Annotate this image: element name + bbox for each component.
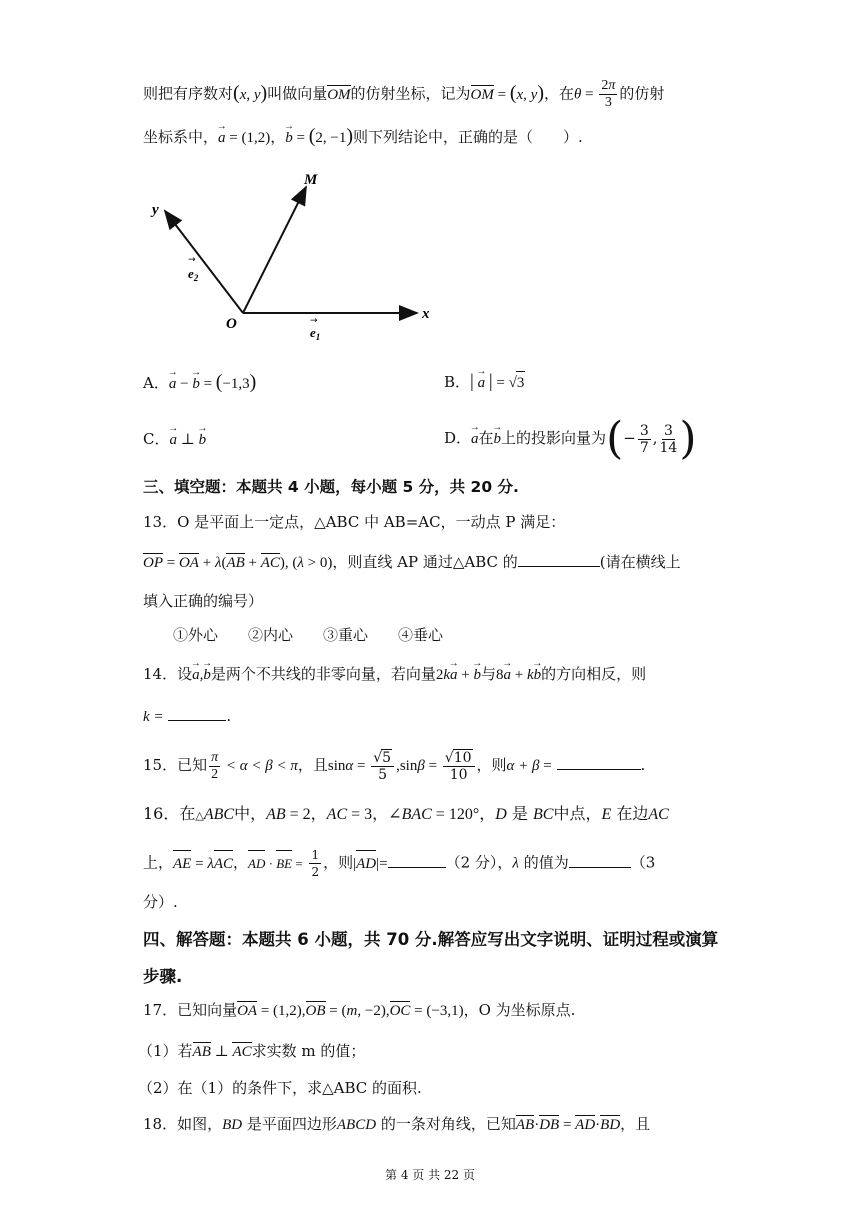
q16-line-1: 16．在△ABC中，AB = 2，AC = 3，∠BAC = 120°，D 是 BC中点，E 在边AC — [143, 804, 669, 823]
section-4-title-1: 四、解答题：本题共 6 小题，共 70 分.解答应写出文字说明、证明过程或演算 — [143, 930, 719, 949]
label-M: M — [304, 172, 318, 188]
option-a: A．→ a − → b = (−1,3) — [143, 371, 256, 395]
q15-line: 15．已知 $\frac{\pi}{2}$ < α < β < π，且sinα = $\frac{√5}{5}$ ,sinβ = $\frac{√10}{10}$ ，则α + β = . — [143, 749, 646, 783]
section-4-title-2: 步骤. — [143, 967, 183, 986]
y-axis-line — [165, 211, 243, 313]
q16-line-3: 分）. — [143, 893, 178, 911]
q13-line-2: OP = OA + λ(AB + AC), (λ > 0)，则直线 AP 通过△ABC 的 (请在横线上 — [143, 550, 681, 574]
label-e2: $e_2$ — [188, 266, 199, 283]
q17-part-1: （1）若AB ⊥ AC求实数 m 的值； — [138, 1040, 365, 1063]
math-2pi-3: $\frac{2\pi}{3}$ — [601, 78, 616, 110]
q17-part-2: （2）在（1）的条件下，求△ABC 的面积. — [138, 1079, 422, 1097]
option-b: B．| → a | = √3 — [444, 371, 525, 394]
q13-choice-3: ③重心 — [323, 626, 369, 644]
math-OM: OM — [327, 84, 350, 106]
q15-blank[interactable] — [557, 753, 641, 770]
q14-line-2: k = . — [143, 704, 231, 728]
math-theta: θ = — [574, 86, 594, 103]
q13-choice-1: ①外心 — [173, 626, 219, 644]
q16-blank-2[interactable] — [569, 851, 631, 868]
q14-blank[interactable] — [168, 704, 226, 721]
page-footer: 第 4 页 共 22 页 — [385, 1168, 475, 1182]
label-e1: $e_1$ — [310, 325, 321, 342]
label-O: O — [226, 316, 237, 332]
label-e1-arrow: → — [310, 316, 318, 326]
label-x: x — [422, 306, 430, 322]
math-OM-eq: OM = (x, y) — [470, 81, 545, 104]
affine-axes-figure — [140, 162, 460, 352]
label-e2-arrow: → — [188, 255, 196, 265]
math-xy: (x, y) — [233, 81, 268, 104]
q13-formula: OP = OA + λ(AB + AC), (λ > 0) — [143, 555, 332, 571]
q13-line-3: 填入正确的编号） — [143, 592, 264, 610]
q17-line-1: 17．已知向量OA = (1,2),OB = (m, −2),OC = (−3,1)，O 为坐标原点. — [143, 999, 575, 1022]
intro-line-2: 坐标系中，→ a = (1,2)，→ b = (2, −1)则下列结论中，正确的是（ ）. — [143, 125, 583, 149]
q13-line-1: 13．O 是平面上一定点，△ABC 中 AB=AC，一动点 P 满足： — [143, 513, 566, 531]
option-c: C．→ a ⊥ → b — [143, 428, 206, 451]
q16-line-2: 上，AE = λAC，AD · BE = $\frac{1}{2}$ ，则|AD|= （2 分），λ 的值为 （3 — [143, 848, 656, 879]
intro-line-1: 则把有序数对(x, y)叫做向量OM的仿射坐标，记为OM = (x, y)，在θ = $\frac{2\pi}{3}$ 的仿射 — [143, 78, 665, 110]
q16-blank-1[interactable] — [388, 851, 446, 868]
option-d: D．→ a在→ b上的投影向量为(− $\frac{3}{7}$ , $\frac{3}{14}$ ) — [444, 418, 697, 459]
q13-choice-4: ④垂心 — [398, 626, 444, 644]
q14-line-1: 14．设→ a,→ b是两个不共线的非零向量，若向量2k→ a + → b与8→ a + k→ b的方向相反，则 — [143, 663, 646, 686]
math-b-eq: → b = (2, −1) — [285, 130, 353, 146]
q13-choice-2: ②内心 — [248, 626, 294, 644]
q13-blank[interactable] — [518, 550, 600, 567]
label-y: y — [152, 202, 159, 218]
math-a-eq: → a = (1,2) — [218, 130, 270, 146]
om-line — [243, 187, 306, 313]
section-3-title: 三、填空题：本题共 4 小题，每小题 5 分，共 20 分. — [143, 478, 519, 496]
q13-choices — [173, 624, 443, 646]
q18-line-1: 18．如图，BD 是平面四边形ABCD 的一条对角线，已知AB·DB = AD·BD，且 — [143, 1113, 650, 1136]
